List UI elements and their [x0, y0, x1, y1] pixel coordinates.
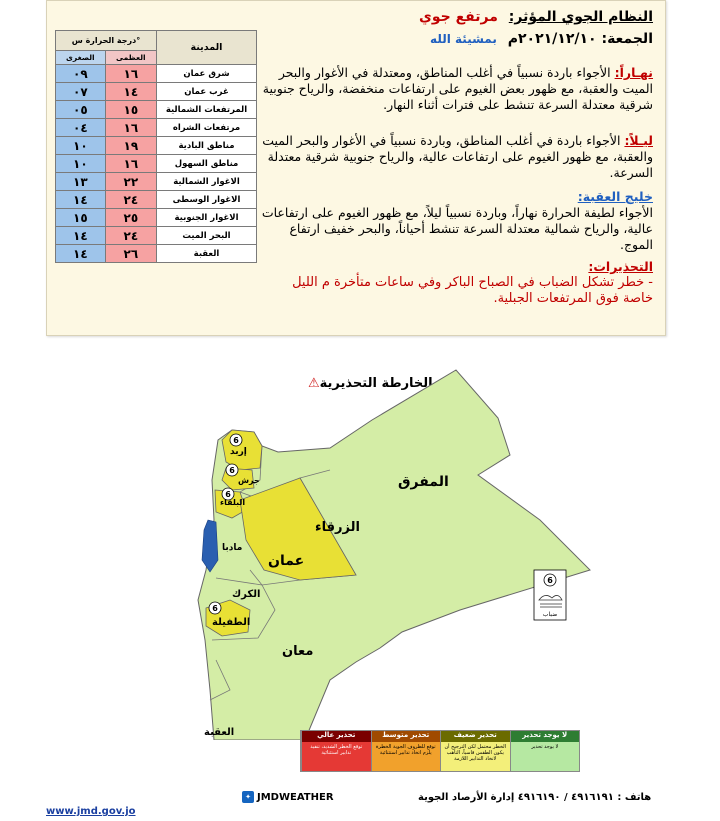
irbid-badge	[230, 434, 242, 446]
night-section	[258, 133, 653, 181]
min-temp-cell: ١٥	[56, 209, 106, 227]
day-label: الجمعة:	[601, 31, 653, 47]
fog-legend-box	[534, 570, 566, 620]
max-temp-cell: ٢٥	[105, 209, 156, 227]
min-temp-cell: ٠٧	[56, 83, 106, 101]
jerash-badge	[226, 464, 238, 476]
system-value: مرتفع جوي	[419, 9, 498, 25]
legend-item-red	[301, 731, 371, 771]
day-text: الأجواء باردة نسبياً في أغلب المناطق، ومعتدلة في الأغوار والبحر الميت والعقبة، مع ظهور بعض الغيوم على ارتفاعات منخفضة، والرياح جنوبية شرقية معتدلة السرعة تنشط على فترات أثناء النهار.	[262, 65, 653, 112]
min-temp-cell: ١٣	[56, 173, 106, 191]
system-label: النظام الجوي المؤثر:	[508, 9, 653, 25]
city-cell: الاغوار الوسطى	[157, 191, 257, 209]
city-cell: البحر الميت	[157, 227, 257, 245]
min-temp-cell: ٠٤	[56, 119, 106, 137]
max-temp-cell: ٢٢	[105, 173, 156, 191]
city-cell: مرتفعات الشراه	[157, 119, 257, 137]
fog-label: ضباب	[542, 611, 558, 618]
max-header: العظمى	[105, 51, 156, 65]
label-aqaba: العقبة	[204, 727, 235, 738]
temperature-row	[56, 137, 257, 155]
temperature-row	[56, 227, 257, 245]
legend-description: لا يوجد تحذير	[511, 742, 580, 771]
label-tafila: الطفيلة	[212, 617, 251, 628]
warning-map	[0, 340, 720, 740]
label-irbid: إربد	[230, 447, 247, 457]
badge-number: 6	[212, 604, 218, 613]
max-temp-cell: ٢٤	[105, 191, 156, 209]
max-temp-cell: ١٦	[105, 119, 156, 137]
day-title: نهـاراً:	[614, 65, 653, 80]
warnings-title: التحذيرات:	[588, 259, 653, 274]
legend-description: توقع للظروف الجوية الخطرة يلزم اتخاذ تدابير استثنائية	[372, 742, 441, 771]
max-temp-cell: ٢٤	[105, 227, 156, 245]
warning-triangle-icon: ⚠	[308, 376, 320, 391]
city-cell: شرق عمان	[157, 65, 257, 83]
temperature-row	[56, 83, 257, 101]
city-cell: العقبة	[157, 245, 257, 263]
footer-phone: هاتف : ٤٩١٦١٩١ / ٤٩١٦١٩٠ إدارة الأرصاد الجوية	[418, 792, 652, 803]
label-madaba: مادبا	[222, 543, 243, 553]
label-mafraq: المفرق	[398, 474, 449, 490]
warning-legend	[300, 730, 580, 772]
min-temp-cell: ١٤	[56, 227, 106, 245]
city-cell: مناطق البادية	[157, 137, 257, 155]
dua-text: بمشيئة الله	[430, 32, 497, 46]
fog-number: 6	[547, 576, 553, 585]
legend-title: تحذير متوسط	[372, 731, 441, 742]
max-temp-cell: ١٦	[105, 65, 156, 83]
legend-description: الخطر محتمل لكن الترجيح أن يكون الطقس قاسياً، التأهب لاتخاذ التدابير اللازمة	[441, 742, 510, 771]
min-temp-cell: ١٠	[56, 137, 106, 155]
gulf-text: الأجواء لطيفة الحرارة نهاراً، وباردة نسبياً ليلاً، مع ظهور الغيوم على ارتفاعات عالية، والرياح شمالية معتدلة السرعة تنشط أحياناً، والبحر خفيف ارتفاع الموج.	[261, 205, 653, 252]
temperature-row	[56, 191, 257, 209]
temperature-row	[56, 245, 257, 263]
min-temp-cell: ١٤	[56, 245, 106, 263]
legend-title: لا يوجد تحذير	[511, 731, 580, 742]
city-cell: الاغوار الجنوبية	[157, 209, 257, 227]
date-value: ٢٠٢١/١٢/١٠م	[507, 31, 597, 47]
min-header: الصغرى	[56, 51, 106, 65]
max-temp-cell: ١٥	[105, 101, 156, 119]
system-header	[293, 9, 653, 25]
forecast-card	[46, 0, 666, 336]
label-zarqa: الزرقاء	[315, 520, 360, 535]
temperature-row	[56, 155, 257, 173]
label-karak: الكرك	[232, 589, 261, 600]
legend-item-green	[510, 731, 580, 771]
city-cell: المرتفعات الشمالية	[157, 101, 257, 119]
website-link[interactable]: www.jmd.gov.jo	[46, 806, 136, 817]
min-temp-cell: ٠٩	[56, 65, 106, 83]
day-section	[258, 65, 653, 113]
date-header	[293, 31, 653, 47]
max-temp-cell: ٢٦	[105, 245, 156, 263]
min-temp-cell: ١٤	[56, 191, 106, 209]
legend-title: تحذير عالي	[302, 731, 371, 742]
legend-item-orange	[371, 731, 441, 771]
badge-number: 6	[229, 466, 235, 475]
temperature-row	[56, 101, 257, 119]
jmd-brand	[242, 791, 334, 803]
temperature-row	[56, 65, 257, 83]
gulf-title: خليج العقبة:	[577, 189, 653, 204]
max-temp-cell: ١٤	[105, 83, 156, 101]
badge-number: 6	[233, 436, 239, 445]
label-balqa: البلقاء	[220, 498, 246, 507]
city-header: المدينة	[157, 31, 257, 65]
temperature-row	[56, 173, 257, 191]
city-cell: مناطق السهول	[157, 155, 257, 173]
max-temp-cell: ١٩	[105, 137, 156, 155]
badge-number: 6	[225, 490, 231, 499]
label-jerash: جرش	[238, 476, 260, 485]
label-maan: معان	[282, 644, 314, 659]
night-title: ليـلاً:	[624, 133, 653, 148]
warnings-section	[258, 259, 653, 307]
label-amman: عمان	[268, 553, 305, 569]
city-cell: الاغوار الشمالية	[157, 173, 257, 191]
min-temp-cell: ١٠	[56, 155, 106, 173]
twitter-icon: ✦	[242, 791, 254, 803]
legend-description: توقع الخطر الشديد، تنفيذ تدابير استثنائية	[302, 742, 371, 771]
temp-caption: درجة الحرارة س°	[56, 31, 157, 51]
warnings-text: - خطر تشكل الضباب في الصباح الباكر وفي ساعات متأخرة م الليل خاصة فوق المرتفعات الجبلية.	[292, 275, 653, 306]
temperature-row	[56, 209, 257, 227]
brand-text: JMDWEATHER	[257, 791, 334, 803]
tafila-badge	[209, 602, 221, 614]
temperature-table	[55, 30, 257, 263]
city-cell: غرب عمان	[157, 83, 257, 101]
legend-item-yellow	[440, 731, 510, 771]
temperature-row	[56, 119, 257, 137]
max-temp-cell: ١٦	[105, 155, 156, 173]
gulf-section	[258, 189, 653, 253]
legend-title: تحذير ضعيف	[441, 731, 510, 742]
map-title-text: الخارطة التحذيرية	[319, 376, 433, 391]
min-temp-cell: ٠٥	[56, 101, 106, 119]
night-text: الأجواء باردة في أغلب المناطق، وباردة نسبياً في الأغوار والبحر الميت والعقبة، مع ظهور الغيوم على ارتفاعات عالية، والرياح جنوبية شرقية معتدلة السرعة.	[262, 133, 653, 180]
